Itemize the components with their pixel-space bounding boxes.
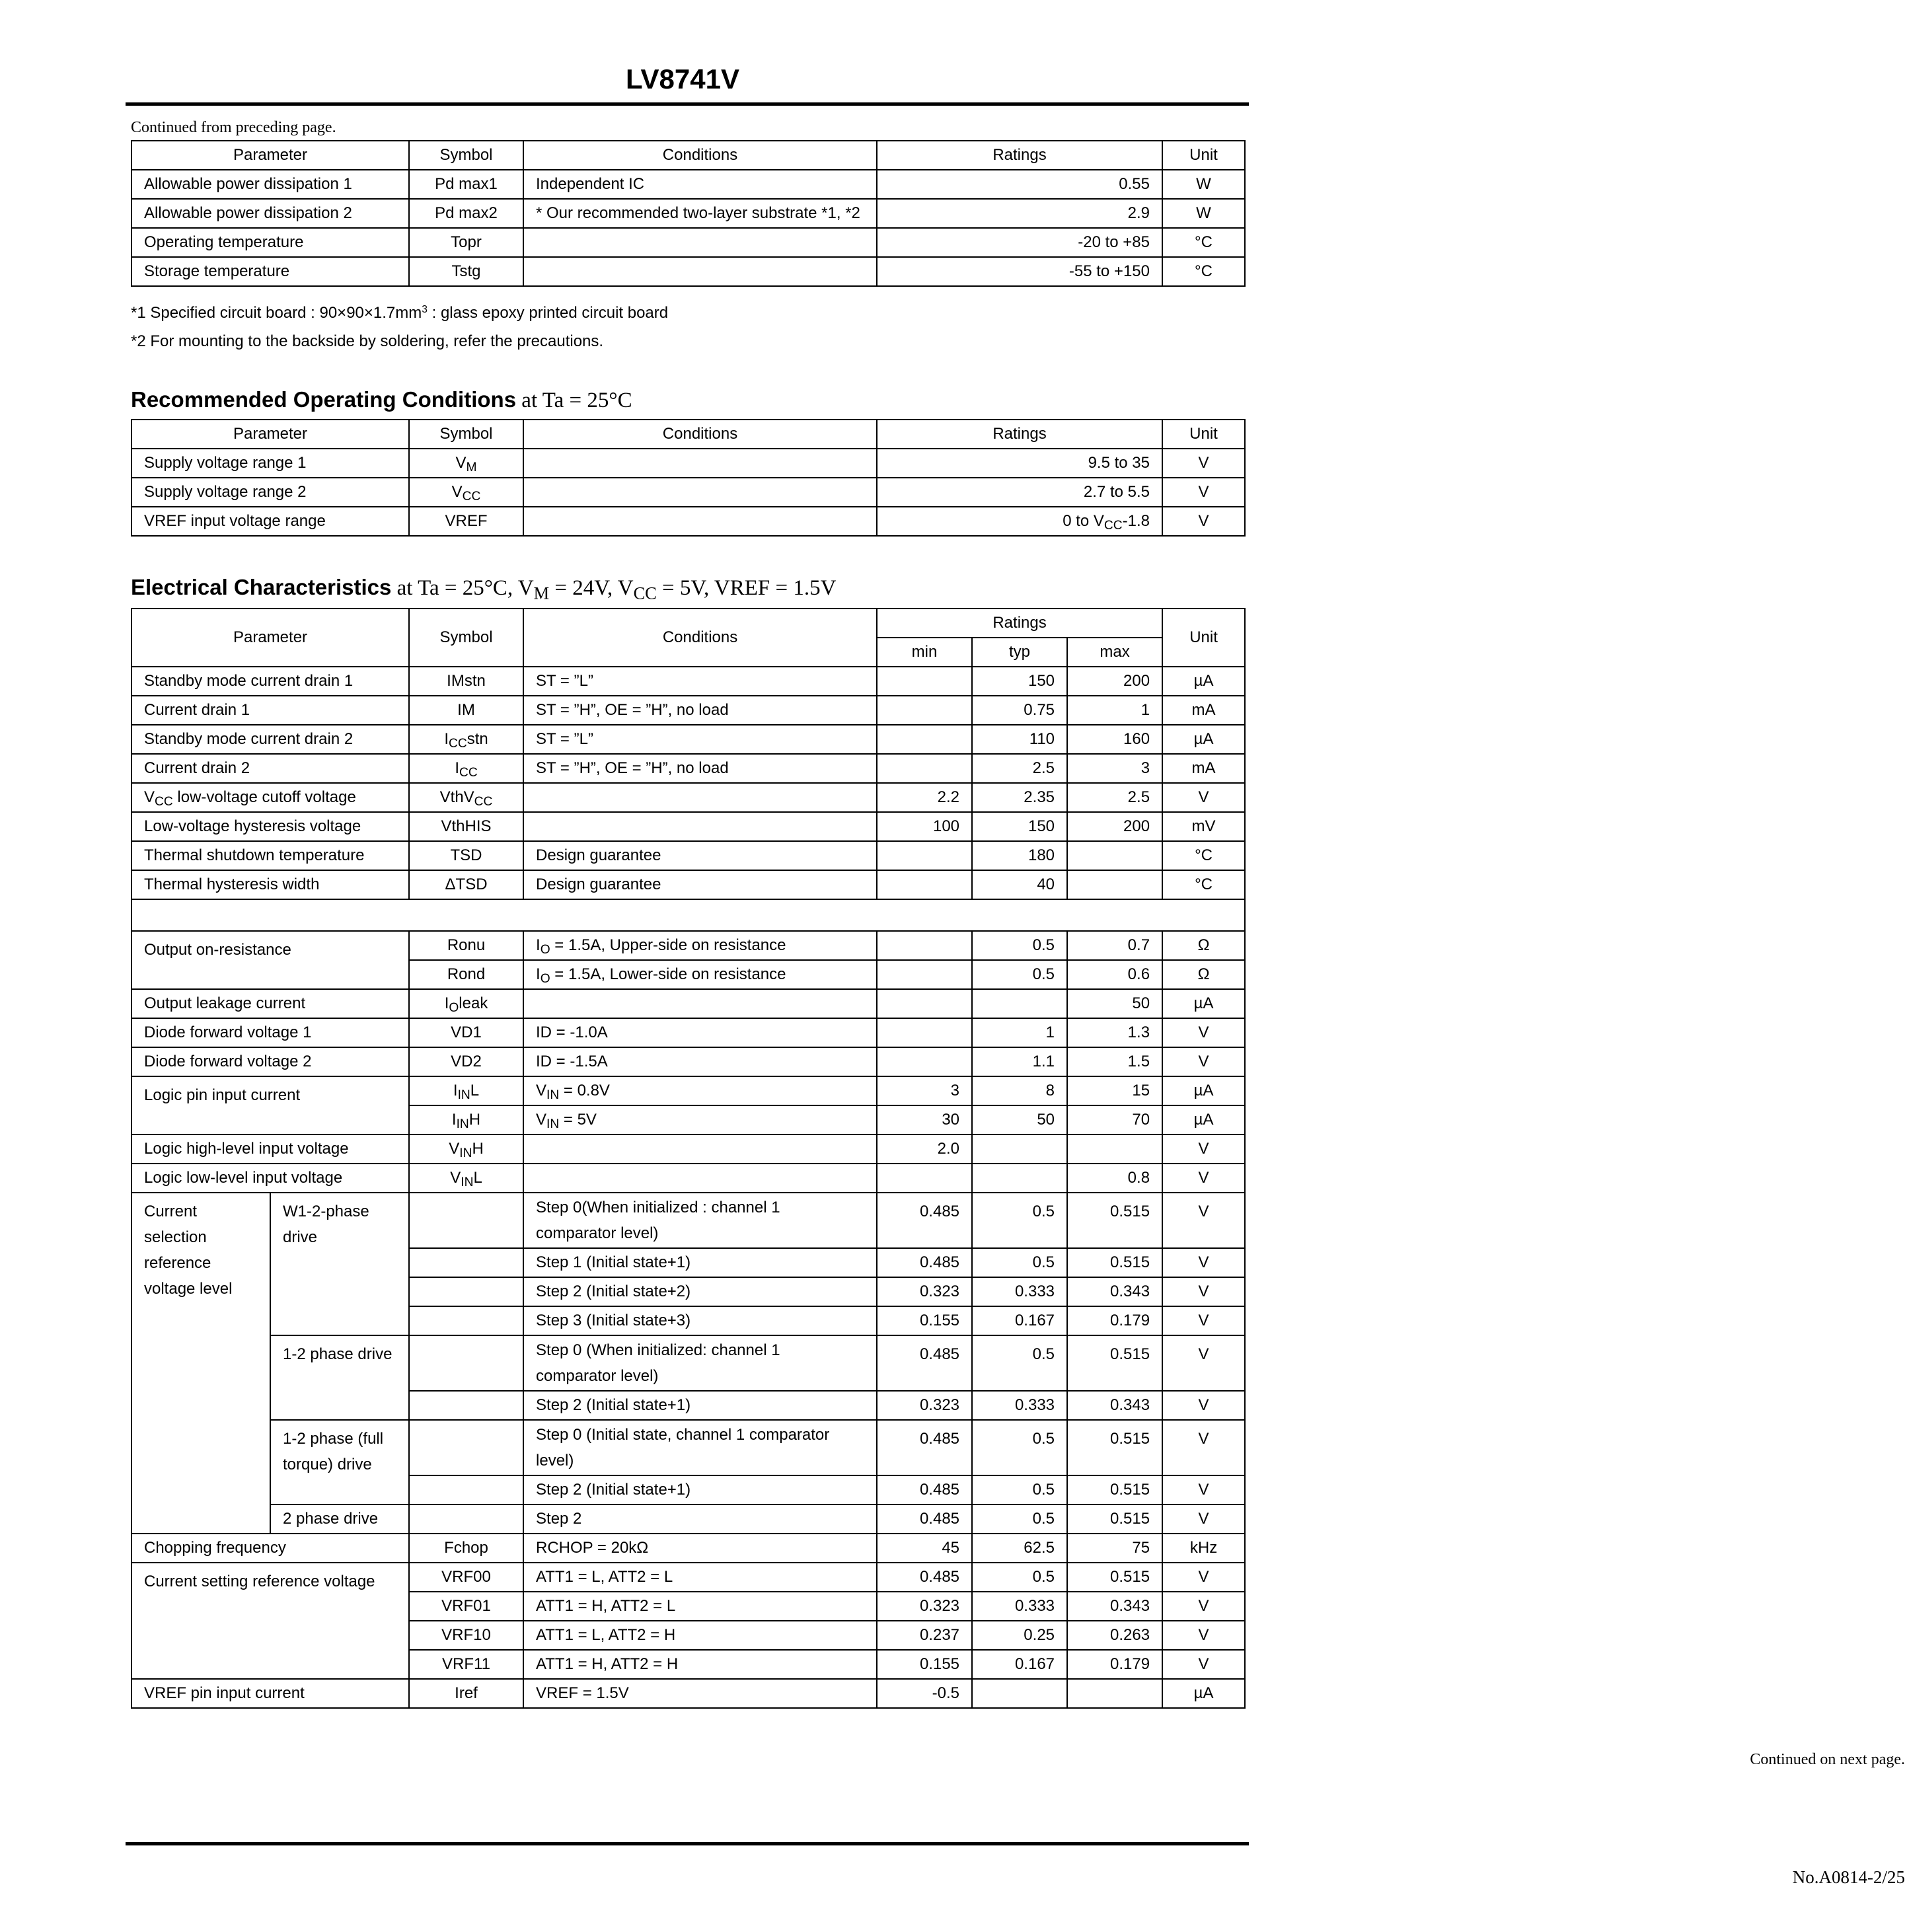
- header-cell: Conditions: [523, 141, 877, 170]
- separator-row: [131, 899, 1245, 931]
- rating-cell: 2.9: [877, 199, 1162, 228]
- header-cell: typ: [972, 638, 1067, 667]
- table-row: Step 2 (Initial state+1) 0.485 0.5 0.515 V: [131, 1475, 1245, 1505]
- table-row: Logic high-level input voltage $V_{IN}H$ 2.0 V: [131, 1134, 1245, 1164]
- unit-cell: V: [1162, 478, 1245, 507]
- symbol-cell: Pd max1: [409, 170, 523, 199]
- table-row: [131, 228, 1245, 257]
- table-row: Step 2 (Initial state+1) 0.323 0.333 0.343 V: [131, 1391, 1245, 1420]
- table-row: Low-voltage hysteresis voltage VthHIS 100 150 200 mV: [131, 812, 1245, 841]
- unit-cell: V: [1162, 449, 1245, 478]
- conditions-cell: [523, 507, 877, 536]
- abs-max-ratings-table: [131, 140, 1246, 287]
- header-cell: Conditions: [523, 420, 877, 449]
- table-row: 1-2 phase drive Step 0 (When initialized: channel 1 comparator level) 0.485 0.5 0.515 V: [131, 1335, 1245, 1391]
- table-row: 2 phase drive Step 2 0.485 0.5 0.515 V: [131, 1505, 1245, 1534]
- table-row: Rond $I_O = 1.5A$, Lower-side on resistance 0.5 0.6 Ω: [131, 960, 1245, 989]
- table-row: Diode forward voltage 1 VD1 ID = -1.0A 1 1.3 V: [131, 1018, 1245, 1047]
- table-row: VRF10 ATT1 = L, ATT2 = H 0.237 0.25 0.263 V: [131, 1621, 1245, 1650]
- header-cell: Unit: [1162, 609, 1245, 667]
- continued-from-note: Continued from preceding page.: [131, 119, 336, 136]
- table-row: Thermal shutdown temperature TSD Design guarantee 180 °C: [131, 841, 1245, 870]
- param-cell: Supply voltage range 2: [131, 478, 409, 507]
- header-cell: Unit: [1162, 141, 1245, 170]
- table-row: [131, 507, 1245, 536]
- table-row: [131, 257, 1245, 286]
- header-cell: Ratings: [877, 420, 1162, 449]
- conditions-cell: [523, 228, 877, 257]
- table-row: Current drain 2 $I_{CC}$ ST = ”H”, OE = ”H”, no load 2.5 3 mA: [131, 754, 1245, 783]
- symbol-cell: $V_{CC}$: [409, 478, 523, 507]
- conditions-cell: * Our recommended two-layer substrate *1, *2: [523, 199, 877, 228]
- header-cell: Parameter: [131, 141, 409, 170]
- table-row: Current drain 1 IM ST = ”H”, OE = ”H”, no load 0.75 1 mA: [131, 696, 1245, 725]
- conditions-cell: [523, 478, 877, 507]
- unit-cell: °C: [1162, 228, 1245, 257]
- rating-cell: 2.7 to 5.5: [877, 478, 1162, 507]
- conditions-cell: [523, 449, 877, 478]
- table-row: Diode forward voltage 2 VD2 ID = -1.5A 1.1 1.5 V: [131, 1047, 1245, 1076]
- table-row: VRF11 ATT1 = H, ATT2 = H 0.155 0.167 0.179 V: [131, 1650, 1245, 1679]
- unit-cell: W: [1162, 170, 1245, 199]
- param-cell: Operating temperature: [131, 228, 409, 257]
- table-row: Current setting reference voltage VRF00 ATT1 = L, ATT2 = L 0.485 0.5 0.515 V: [131, 1563, 1245, 1592]
- table-row: Step 2 (Initial state+2) 0.323 0.333 0.343 V: [131, 1277, 1245, 1306]
- symbol-cell: $V_M$: [409, 449, 523, 478]
- param-cell: Allowable power dissipation 2: [131, 199, 409, 228]
- header-rule: [126, 102, 1249, 106]
- header-cell: max: [1067, 638, 1162, 667]
- param-cell: VREF input voltage range: [131, 507, 409, 536]
- unit-cell: V: [1162, 507, 1245, 536]
- header-cell: min: [877, 638, 972, 667]
- table-row: Logic low-level input voltage $V_{IN}L$ 0.8 V: [131, 1164, 1245, 1193]
- page-title: LV8741V: [626, 63, 739, 94]
- table-row: [131, 449, 1245, 478]
- table-row: Step 1 (Initial state+1) 0.485 0.5 0.515 V: [131, 1248, 1245, 1277]
- footer-rule: [126, 1842, 1249, 1845]
- table-row: [131, 199, 1245, 228]
- rating-cell: 0.55: [877, 170, 1162, 199]
- table-row: Output on-resistance Ronu $I_O = 1.5A$, Upper-side on resistance 0.5 0.7 Ω: [131, 931, 1245, 960]
- header-cell: Parameter: [131, 420, 409, 449]
- table-row: [131, 170, 1245, 199]
- table-header-row: [131, 141, 1245, 170]
- table-row: Logic pin input current $I_{IN}L$ $V_{IN} = 0.8V$ 3 8 15 µA: [131, 1076, 1245, 1105]
- footnote-1: *1 Specified circuit board : $90\times 90\times 1.7mm^3$ : glass epoxy printed circuit board: [131, 304, 669, 322]
- symbol-cell: Topr: [409, 228, 523, 257]
- table-row: Chopping frequency Fchop RCHOP = 20kΩ 45 62.5 75 kHz: [131, 1534, 1245, 1563]
- section-title-recommended: Recommended Operating Conditions at Ta = 25°C: [131, 387, 632, 412]
- table-row: VREF pin input current Iref VREF = 1.5V -0.5 µA: [131, 1679, 1245, 1708]
- unit-cell: °C: [1162, 257, 1245, 286]
- table-row: [131, 478, 1245, 507]
- header-cell: Ratings: [877, 609, 1162, 638]
- recommended-operating-table: [131, 419, 1246, 537]
- table-row: VRF01 ATT1 = H, ATT2 = L 0.323 0.333 0.343 V: [131, 1592, 1245, 1621]
- unit-cell: W: [1162, 199, 1245, 228]
- table-row: $V_{CC}$ low-voltage cutoff voltage VthV$_{CC}$ 2.2 2.35 2.5 V: [131, 783, 1245, 812]
- table-row: $I_{IN}H$ $V_{IN} = 5V$ 30 50 70 µA: [131, 1105, 1245, 1134]
- symbol-cell: Pd max2: [409, 199, 523, 228]
- table-row: Thermal hysteresis width ΔTSD Design guarantee 40 °C: [131, 870, 1245, 899]
- table-row: 1-2 phase (full torque) drive Step 0 (Initial state, channel 1 comparator level) 0.485 0.5 0.515 V: [131, 1420, 1245, 1475]
- symbol-cell: Tstg: [409, 257, 523, 286]
- rating-cell: 9.5 to 35: [877, 449, 1162, 478]
- header-cell: Ratings: [877, 141, 1162, 170]
- param-cell: Allowable power dissipation 1: [131, 170, 409, 199]
- table-row: Standby mode current drain 1 IMstn ST = ”L” 150 200 µA: [131, 667, 1245, 696]
- conditions-cell: [523, 257, 877, 286]
- header-cell: Conditions: [523, 609, 877, 667]
- param-cell: Supply voltage range 1: [131, 449, 409, 478]
- symbol-cell: VREF: [409, 507, 523, 536]
- table-header-row: [131, 609, 1245, 638]
- rating-cell: -20 to +85: [877, 228, 1162, 257]
- section-title-electrical: Electrical Characteristics at Ta = 25°C, $V_M = 24V$, $V_{CC} = 5V$, VREF = 1.5V: [131, 575, 837, 603]
- header-cell: Unit: [1162, 420, 1245, 449]
- rating-cell: -55 to +150: [877, 257, 1162, 286]
- header-cell: Parameter: [131, 609, 409, 667]
- param-cell: Storage temperature: [131, 257, 409, 286]
- header-cell: Symbol: [409, 141, 523, 170]
- electrical-characteristics-table: [131, 608, 1246, 1709]
- header-cell: Symbol: [409, 609, 523, 667]
- table-header-row: [131, 420, 1245, 449]
- table-row: Standby mode current drain 2 $I_{CC}stn$ ST = ”L” 110 160 µA: [131, 725, 1245, 754]
- footnote-2: *2 For mounting to the backside by soldering, refer the precautions.: [131, 332, 604, 350]
- table-row: Output leakage current $I_Oleak$ 50 µA: [131, 989, 1245, 1018]
- rating-cell: 0 to $V_{CC}-1.8$: [877, 507, 1162, 536]
- conditions-cell: Independent IC: [523, 170, 877, 199]
- table-row: Current selection reference voltage level W1-2-phase drive Step 0(When initialized : channel 1 comparator level) 0.485 0.5 0.515 V: [131, 1193, 1245, 1248]
- header-cell: Symbol: [409, 420, 523, 449]
- table-row: Step 3 (Initial state+3) 0.155 0.167 0.179 V: [131, 1306, 1245, 1335]
